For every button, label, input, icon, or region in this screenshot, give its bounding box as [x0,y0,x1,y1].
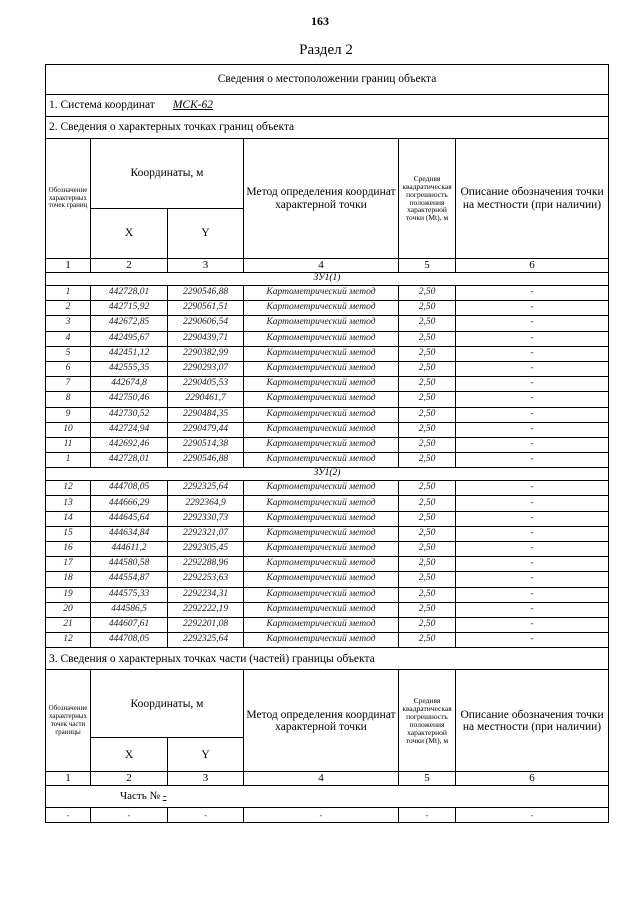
coord-y: 2290484,35 [168,407,244,422]
coord-y: 2290546,88 [168,286,244,301]
description: - [456,542,609,557]
point-number: 12 [46,481,91,496]
table-row [46,437,609,452]
coord-y: 2292305,45 [168,542,244,557]
header-coords: Координаты, м [91,139,244,209]
col-number: 1 [46,259,91,273]
method: Картометрический метод [244,557,399,572]
description: - [456,286,609,301]
table-row [46,301,609,316]
description: - [456,453,609,468]
col-number: 1 [46,772,91,786]
description: - [456,331,609,346]
table-row [46,526,609,541]
section2-heading: 2. Сведения о характерных точках границ объекта [46,117,609,139]
table-row [46,286,609,301]
error: 2,50 [399,481,456,496]
part-number-row [46,786,609,808]
method: Картометрический метод [244,526,399,541]
point-number: 11 [46,437,91,452]
description: - [456,392,609,407]
description: - [456,346,609,361]
table-row [46,633,609,648]
table-row [46,407,609,422]
point-number: 13 [46,496,91,511]
method: Картометрический метод [244,286,399,301]
error: 2,50 [399,377,456,392]
point-number: 7 [46,377,91,392]
section-heading: Раздел 2 [299,42,353,58]
coord-x: 442555,35 [91,361,168,376]
error: 2,50 [399,602,456,617]
coord-y: 2290461,7 [168,392,244,407]
col-number: 3 [168,259,244,273]
col-number: 5 [399,259,456,273]
coord-y: 2292288,96 [168,557,244,572]
description: - [456,617,609,632]
error: 2,50 [399,316,456,331]
error: 2,50 [399,557,456,572]
coord-y: 2292325,64 [168,481,244,496]
point-number: 19 [46,587,91,602]
coord-x: 442750,46 [91,392,168,407]
header-y: Y [168,209,244,259]
method: Картометрический метод [244,511,399,526]
coord-x: 444554,87 [91,572,168,587]
description: - [456,361,609,376]
table-row [46,496,609,511]
method: Картометрический метод [244,422,399,437]
description: - [456,301,609,316]
coordinate-system-value: МСК-62 [172,99,214,112]
point-number: 17 [46,557,91,572]
table-row [46,557,609,572]
description: - [456,377,609,392]
method: Картометрический метод [244,331,399,346]
col-number: 2 [91,259,168,273]
table-row [46,453,609,468]
coord-x: 444708,05 [91,633,168,648]
point-number: 2 [46,301,91,316]
coord-x: 442674,8 [91,377,168,392]
method: Картометрический метод [244,301,399,316]
table-row [46,587,609,602]
description: - [456,602,609,617]
header-x-part: X [91,738,168,772]
header-error: Средняя квадратическая погрешность положения характерной точки (Mt), м [399,139,456,259]
point-number: 15 [46,526,91,541]
method: Картометрический метод [244,617,399,632]
col-number: 5 [399,772,456,786]
description: - [456,437,609,452]
point-number: 9 [46,407,91,422]
coord-x: 442672,85 [91,316,168,331]
header-coords-part: Координаты, м [91,670,244,738]
table-row [46,481,609,496]
coord-x: 442451,12 [91,346,168,361]
method: Картометрический метод [244,453,399,468]
method: Картометрический метод [244,481,399,496]
table-row [46,602,609,617]
table-row [46,617,609,632]
section3-heading: 3. Сведения о характерных точках части (частей) границы объекта [46,648,609,670]
error: 2,50 [399,526,456,541]
description: - [456,511,609,526]
point-number: 8 [46,392,91,407]
part-number-value: - [162,790,167,803]
table-row [46,392,609,407]
col-number: 4 [244,772,399,786]
coord-x: 444634,84 [91,526,168,541]
coord-x: 444575,33 [91,587,168,602]
header-y-part: Y [168,738,244,772]
description: - [456,633,609,648]
table-cell: - [244,808,399,823]
header-method: Метод определения координат характерной точки [244,139,399,259]
coord-x: 444607,61 [91,617,168,632]
method: Картометрический метод [244,496,399,511]
error: 2,50 [399,437,456,452]
error: 2,50 [399,407,456,422]
table-cell: - [399,808,456,823]
coord-x: 444580,58 [91,557,168,572]
method: Картометрический метод [244,392,399,407]
coord-y: 2292222,19 [168,602,244,617]
method: Картометрический метод [244,602,399,617]
description: - [456,557,609,572]
header-x: X [91,209,168,259]
error: 2,50 [399,331,456,346]
method: Картометрический метод [244,633,399,648]
coord-x: 442728,01 [91,453,168,468]
coord-y: 2292253,63 [168,572,244,587]
coord-y: 2292364,9 [168,496,244,511]
header-point-part: Обозначение характерных точек части границы [46,670,91,772]
method: Картометрический метод [244,407,399,422]
coord-x: 442495,67 [91,331,168,346]
error: 2,50 [399,572,456,587]
coord-y: 2290514,38 [168,437,244,452]
empty-part-row [46,808,609,823]
table-row [46,346,609,361]
error: 2,50 [399,496,456,511]
coord-x: 442715,92 [91,301,168,316]
error: 2,50 [399,346,456,361]
header-method-part: Метод определения координат характерной точки [244,670,399,772]
coord-x: 444611,2 [91,542,168,557]
method: Картометрический метод [244,377,399,392]
description: - [456,422,609,437]
coord-x: 442692,46 [91,437,168,452]
coord-x: 442730,52 [91,407,168,422]
table-row [46,511,609,526]
point-number: 3 [46,316,91,331]
coord-x: 444586,5 [91,602,168,617]
coord-y: 2292201,08 [168,617,244,632]
table-row [46,316,609,331]
point-number: 1 [46,453,91,468]
table-row [46,361,609,376]
error: 2,50 [399,453,456,468]
description: - [456,526,609,541]
header-point: Обозначение характерных точек границ [46,139,91,259]
coordinate-system-row [46,95,609,117]
column-numbers-row-part [46,772,609,786]
coord-y: 2290479,44 [168,422,244,437]
description: - [456,407,609,422]
coord-x: 442724,94 [91,422,168,437]
method: Картометрический метод [244,587,399,602]
point-number: 14 [46,511,91,526]
document-body [45,64,608,823]
col-number: 6 [456,772,609,786]
method: Картометрический метод [244,361,399,376]
col-number: 2 [91,772,168,786]
description: - [456,481,609,496]
header-description: Описание обозначения точки на местности (при наличии) [456,139,609,259]
col-number: 4 [244,259,399,273]
coord-x: 444666,29 [91,496,168,511]
coordinate-system-label: 1. Система координат [49,99,155,112]
description: - [456,587,609,602]
coord-y: 2290439,71 [168,331,244,346]
table-row [46,377,609,392]
coord-y: 2292234,31 [168,587,244,602]
error: 2,50 [399,422,456,437]
coord-x: 444708,05 [91,481,168,496]
coord-y: 2290382,99 [168,346,244,361]
table-cell: - [46,808,91,823]
table-title: Сведения о местоположении границ объекта [46,65,609,95]
error: 2,50 [399,286,456,301]
error: 2,50 [399,301,456,316]
header-error-part: Средняя квадратическая погрешность положения характерной точки (Mt), м [399,670,456,772]
part-number-label: Часть № [120,790,160,803]
table-cell: - [456,808,609,823]
error: 2,50 [399,633,456,648]
coord-y: 2292325,64 [168,633,244,648]
point-number: 10 [46,422,91,437]
coord-y: 2292321,07 [168,526,244,541]
coord-y: 2290561,51 [168,301,244,316]
point-number: 20 [46,602,91,617]
col-number: 6 [456,259,609,273]
coord-x: 442728,01 [91,286,168,301]
point-number: 1 [46,286,91,301]
description: - [456,496,609,511]
table-row [46,331,609,346]
method: Картометрический метод [244,346,399,361]
page-number: 163 [311,14,329,28]
point-number: 16 [46,542,91,557]
coord-y: 2290546,88 [168,453,244,468]
table-row [46,542,609,557]
coord-y: 2292330,73 [168,511,244,526]
point-number: 6 [46,361,91,376]
point-number: 21 [46,617,91,632]
boundaries-table [45,64,609,823]
column-numbers-row [46,259,609,273]
table-row [46,572,609,587]
group-label: ЗУ1(2) [46,468,609,481]
method: Картометрический метод [244,316,399,331]
error: 2,50 [399,392,456,407]
table-cell: - [91,808,168,823]
error: 2,50 [399,617,456,632]
description: - [456,316,609,331]
error: 2,50 [399,542,456,557]
error: 2,50 [399,587,456,602]
col-number: 3 [168,772,244,786]
point-number: 5 [46,346,91,361]
table-cell: - [168,808,244,823]
error: 2,50 [399,511,456,526]
method: Картометрический метод [244,437,399,452]
point-number: 18 [46,572,91,587]
coord-y: 2290293,07 [168,361,244,376]
method: Картометрический метод [244,542,399,557]
error: 2,50 [399,361,456,376]
header-description-part: Описание обозначения точки на местности (при наличии) [456,670,609,772]
point-number: 4 [46,331,91,346]
group-label: ЗУ1(1) [46,273,609,286]
method: Картометрический метод [244,572,399,587]
point-number: 12 [46,633,91,648]
coord-y: 2290606,54 [168,316,244,331]
coord-x: 444645,64 [91,511,168,526]
table-row [46,422,609,437]
coord-y: 2290405,53 [168,377,244,392]
description: - [456,572,609,587]
